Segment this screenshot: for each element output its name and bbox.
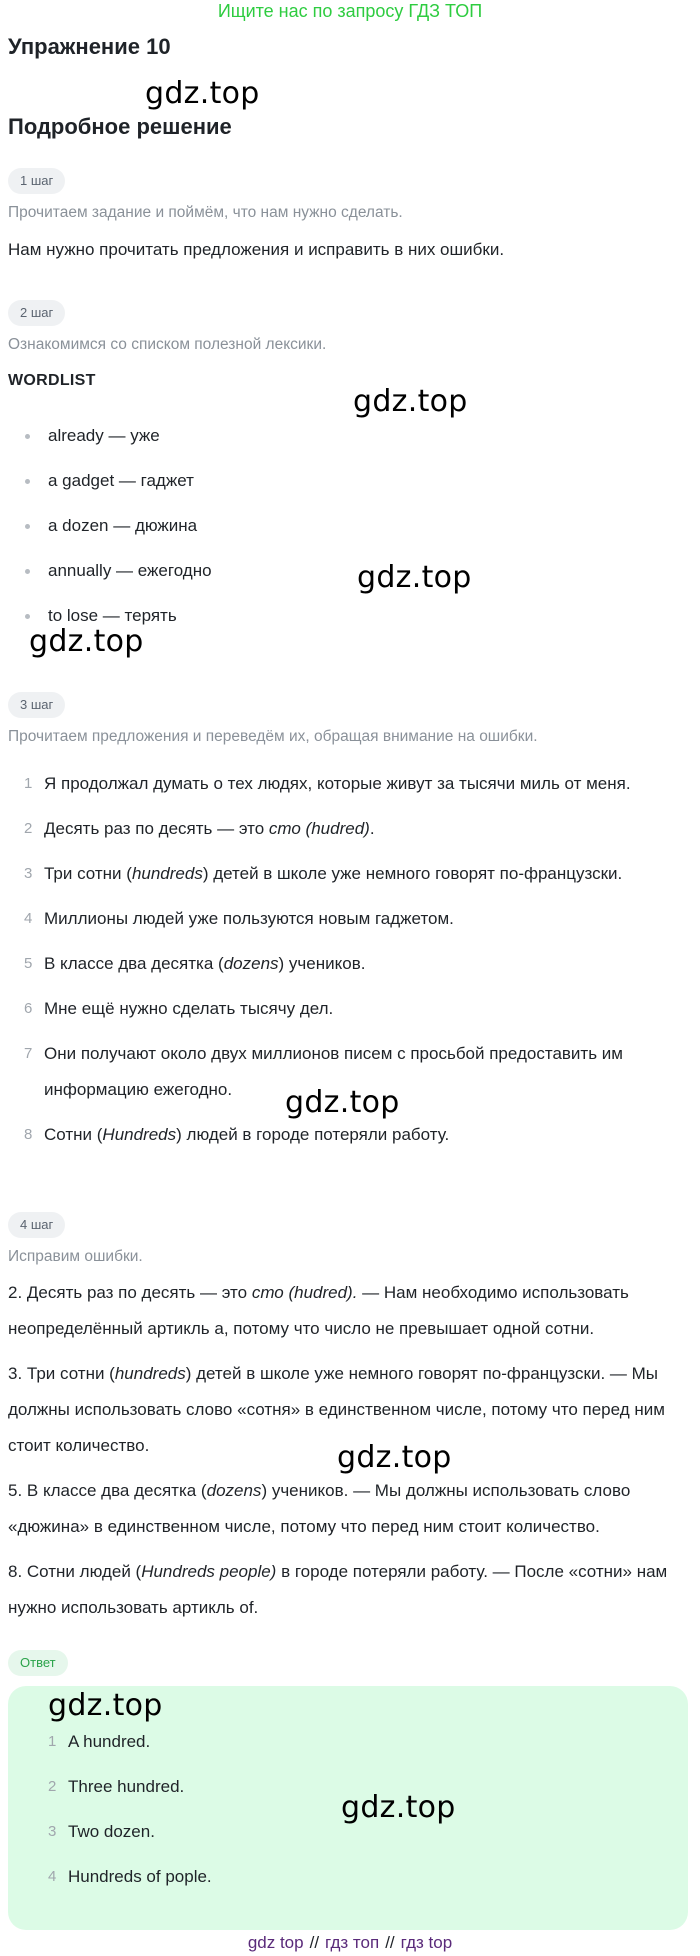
list-item: annually — ежегодно: [0, 553, 680, 598]
watermark: gdz.top: [357, 560, 472, 595]
list-item: 3 Two dozen.: [48, 1822, 155, 1841]
step-badge: 1 шаг: [8, 168, 65, 194]
step-text: Нам нужно прочитать предложения и исправить в них ошибки.: [8, 240, 505, 259]
watermark: gdz.top: [341, 1790, 456, 1825]
bullet-icon: [25, 524, 30, 529]
watermark: gdz.top: [285, 1085, 400, 1120]
list-item: 7 Они получают около двух миллионов писем с просьбой предоставить им информацию ежегодно.: [24, 1044, 623, 1099]
footer-separator: //: [385, 1933, 395, 1952]
watermark: gdz.top: [48, 1688, 163, 1723]
exercise-title: Упражнение 10: [8, 34, 171, 59]
solution-title: Подробное решение: [8, 114, 232, 139]
step-badge: 4 шаг: [8, 1212, 65, 1238]
step-hint: Ознакомимся со списком полезной лексики.: [8, 336, 327, 353]
list-item: a gadget — гаджет: [0, 463, 680, 508]
list-item: 4 Hundreds of pople.: [48, 1867, 212, 1886]
watermark: gdz.top: [353, 384, 468, 419]
footer-link[interactable]: gdz top: [247, 1933, 304, 1952]
list-item: already — уже: [0, 418, 680, 463]
correction-item: 3. Три сотни (hundreds) детей в школе уже немного говорят по-французски. — Мы должны использовать слово «сотня» в единственном числе, потому что перед ним стоит количество.: [8, 1364, 665, 1455]
step-hint: Исправим ошибки.: [8, 1248, 143, 1265]
watermark: gdz.top: [145, 76, 260, 111]
list-item: 2 Three hundred.: [48, 1777, 185, 1796]
watermark: gdz.top: [337, 1440, 452, 1475]
footer-link[interactable]: гдз top: [400, 1933, 453, 1952]
promo-banner[interactable]: Ищите нас по запросу ГДЗ ТОП: [217, 1, 483, 21]
footer-links: [0, 1930, 700, 1956]
footer-link[interactable]: гдз топ: [325, 1933, 380, 1952]
answer-badge: Ответ: [8, 1650, 68, 1676]
list-item: 2 Десять раз по десять — это сто (hudred).: [24, 819, 375, 838]
list-item: a dozen — дюжина: [0, 508, 680, 553]
step-hint: Прочитаем задание и поймём, что нам нужно сделать.: [8, 204, 403, 221]
bullet-icon: [25, 434, 30, 439]
bullet-icon: [25, 479, 30, 484]
step-badge: 3 шаг: [8, 692, 65, 718]
correction-item: 5. В классе два десятка (dozens) учеников. — Мы должны использовать слово «дюжина» в единственном числе, потому что перед ним стоит количество.: [8, 1481, 631, 1536]
correction-item: 2. Десять раз по десять — это сто (hudred). — Нам необходимо использовать неопределённый артикль a, потому что число не превышает одной сотни.: [8, 1283, 629, 1338]
bullet-icon: [25, 569, 30, 574]
list-item: 1 A hundred.: [48, 1732, 151, 1751]
correction-item: 8. Сотни людей (Hundreds people) в городе потеряли работу. — После «сотни» нам нужно использовать артикль of.: [8, 1562, 668, 1617]
list-item: 1 Я продолжал думать о тех людях, которые живут за тысячи миль от меня.: [24, 774, 631, 793]
list-item: 6 Мне ещё нужно сделать тысячу дел.: [24, 999, 334, 1018]
list-item: 4 Миллионы людей уже пользуются новым гаджетом.: [24, 909, 454, 928]
wordlist-title: WORDLIST: [8, 372, 96, 389]
step-hint: Прочитаем предложения и переведём их, обращая внимание на ошибки.: [8, 728, 538, 745]
step-badge: 2 шаг: [8, 300, 65, 326]
list-item: 5 В классе два десятка (dozens) учеников.: [24, 954, 366, 973]
list-item: 8 Сотни (Hundreds) людей в городе потеряли работу.: [24, 1125, 450, 1144]
bullet-icon: [25, 614, 30, 619]
footer-separator: //: [309, 1933, 320, 1952]
wordlist: [0, 418, 680, 643]
list-item: to lose — терять: [0, 598, 680, 643]
watermark: gdz.top: [29, 624, 144, 659]
list-item: 3 Три сотни (hundreds) детей в школе уже немного говорят по-французски.: [24, 864, 623, 883]
